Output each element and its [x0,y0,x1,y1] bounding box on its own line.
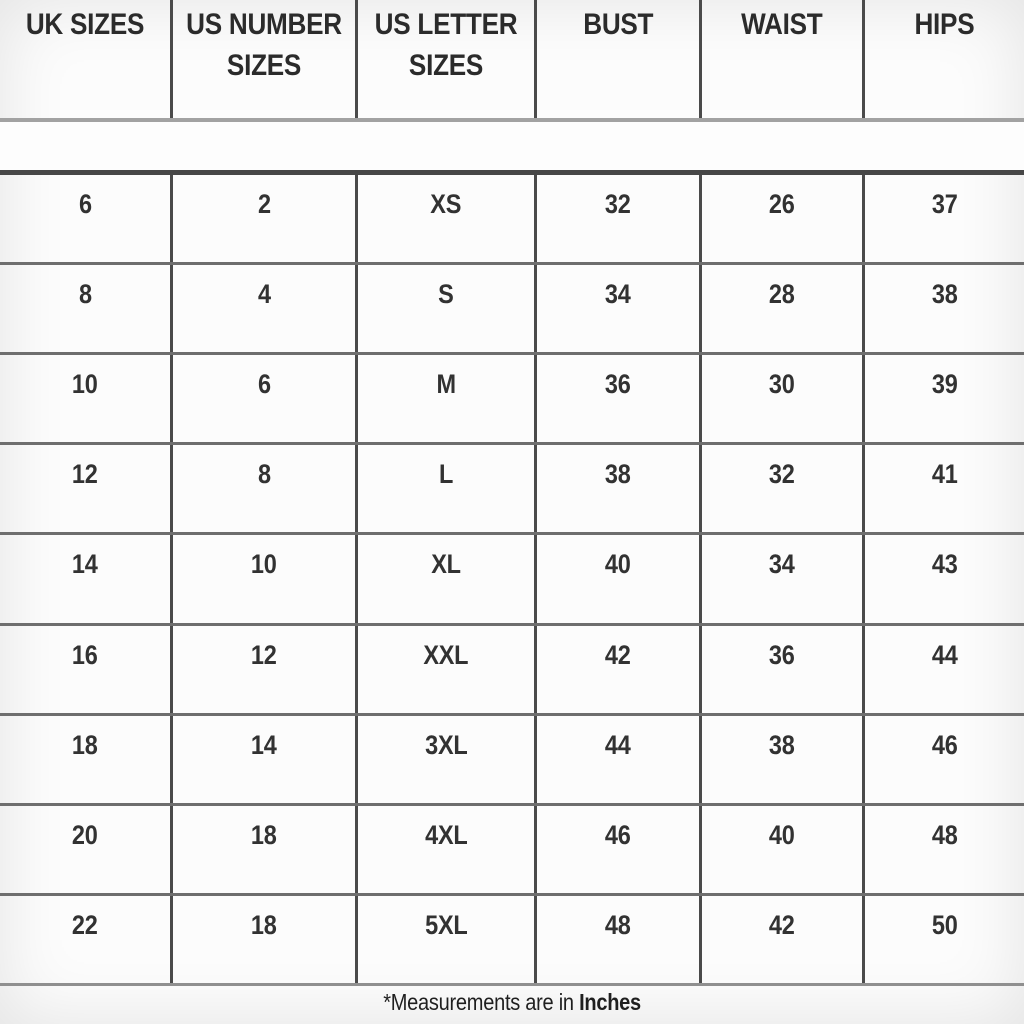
cell-hips [865,896,1024,983]
cell-value: 2 [257,189,271,219]
cell-uk-size [0,265,173,352]
table-row [0,626,1024,716]
cell-bust [537,716,702,803]
table-row [0,535,1024,625]
cell-value: 20 [72,819,98,850]
cell-value: 32 [605,189,631,219]
cell-value: 38 [769,729,795,760]
header-label: UK SIZES [25,8,145,41]
header-cell-hips [865,0,1024,118]
table-row [0,806,1024,896]
footnote-prefix: *Measurements are in [383,989,579,1015]
cell-value: 39 [931,369,958,400]
cell-waist [702,806,865,893]
footnote-unit: Inches [578,989,641,1015]
cell-value: 36 [769,639,795,670]
cell-uk-size [0,626,173,713]
cell-waist [702,896,865,983]
cell-us-number [173,626,358,713]
table-row [0,265,1024,355]
header-label: US NUMBER SIZES [186,8,349,82]
cell-value: 14 [251,729,277,760]
cell-value: 4 [257,279,271,310]
cell-us-letter [358,265,537,352]
footnote-text [383,989,641,1016]
cell-hips [865,806,1024,893]
cell-value: 44 [605,729,631,760]
cell-value: 12 [251,639,277,670]
header-label: WAIST [741,8,823,41]
cell-value: XS [430,189,462,219]
cell-value: S [438,279,454,310]
cell-us-number [173,896,358,983]
cell-value: 12 [72,459,98,490]
cell-hips [865,175,1024,262]
table-row [0,175,1024,265]
cell-uk-size [0,355,173,442]
cell-waist [702,355,865,442]
cell-waist [702,535,865,622]
cell-uk-size [0,445,173,532]
cell-value: 46 [931,729,958,760]
header-cell-uk-sizes [0,0,173,118]
cell-uk-size [0,175,173,262]
cell-value: 42 [769,909,795,940]
cell-value: 34 [769,549,795,580]
cell-us-number [173,445,358,532]
cell-us-number [173,355,358,442]
cell-uk-size [0,716,173,803]
cell-hips [865,716,1024,803]
table-row [0,445,1024,535]
cell-us-letter [358,355,537,442]
cell-us-letter [358,896,537,983]
spacer-band [0,118,1024,175]
cell-uk-size [0,535,173,622]
table-row [0,896,1024,986]
cell-value: 40 [769,819,795,850]
cell-us-number [173,716,358,803]
cell-us-number [173,806,358,893]
cell-value: 3XL [424,729,468,760]
cell-value: 26 [769,189,795,219]
cell-value: 40 [605,549,631,580]
cell-value: 43 [931,549,958,580]
cell-value: 6 [78,189,92,219]
cell-value: 48 [605,909,631,940]
cell-bust [537,626,702,713]
cell-value: L [438,459,454,490]
header-label: US LETTER SIZES [374,8,525,82]
header-cell-us-letter-sizes [358,0,537,118]
cell-value: 50 [931,909,958,940]
cell-us-letter [358,445,537,532]
cell-value: 16 [72,639,98,670]
cell-value: 10 [72,369,98,400]
cell-value: 4XL [424,819,468,850]
cell-value: 30 [769,369,795,400]
cell-hips [865,355,1024,442]
cell-value: 18 [251,819,277,850]
table-row [0,355,1024,445]
cell-waist [702,175,865,262]
cell-value: 22 [72,909,98,940]
cell-value: 38 [605,459,631,490]
cell-value: 8 [257,459,271,490]
cell-us-number [173,265,358,352]
cell-hips [865,535,1024,622]
cell-value: 38 [931,279,958,310]
header-cell-waist [702,0,865,118]
cell-bust [537,265,702,352]
cell-waist [702,265,865,352]
cell-value: 37 [931,189,958,219]
cell-value: 34 [605,279,631,310]
cell-uk-size [0,806,173,893]
cell-bust [537,806,702,893]
cell-waist [702,445,865,532]
cell-value: 42 [605,639,631,670]
cell-bust [537,355,702,442]
cell-bust [537,445,702,532]
size-chart-body [0,175,1024,986]
cell-value: 28 [769,279,795,310]
table-row [0,716,1024,806]
cell-waist [702,626,865,713]
cell-value: 18 [251,909,277,940]
cell-value: 5XL [424,909,468,940]
cell-value: XXL [423,639,469,670]
cell-hips [865,445,1024,532]
cell-bust [537,175,702,262]
cell-value: 10 [251,549,277,580]
cell-us-letter [358,175,537,262]
header-cell-bust [537,0,702,118]
cell-value: 41 [931,459,958,490]
cell-value: 48 [931,819,958,850]
cell-value: 36 [605,369,631,400]
cell-value: M [436,369,456,400]
cell-value: 6 [257,369,271,400]
measurements-footnote [0,986,1024,1024]
cell-value: XL [431,549,461,580]
cell-value: 32 [769,459,795,490]
cell-us-letter [358,806,537,893]
cell-us-letter [358,626,537,713]
cell-hips [865,265,1024,352]
cell-value: 14 [72,549,98,580]
size-chart-header-row [0,0,1024,118]
cell-value: 44 [931,639,958,670]
cell-us-letter [358,535,537,622]
cell-uk-size [0,896,173,983]
cell-hips [865,626,1024,713]
cell-us-number [173,175,358,262]
cell-bust [537,535,702,622]
cell-value: 8 [78,279,92,310]
cell-value: 18 [72,729,98,760]
header-label: HIPS [914,8,975,41]
cell-waist [702,716,865,803]
header-cell-us-number-sizes [173,0,358,118]
cell-value: 46 [605,819,631,850]
cell-us-letter [358,716,537,803]
header-label: BUST [582,8,654,41]
cell-us-number [173,535,358,622]
cell-bust [537,896,702,983]
